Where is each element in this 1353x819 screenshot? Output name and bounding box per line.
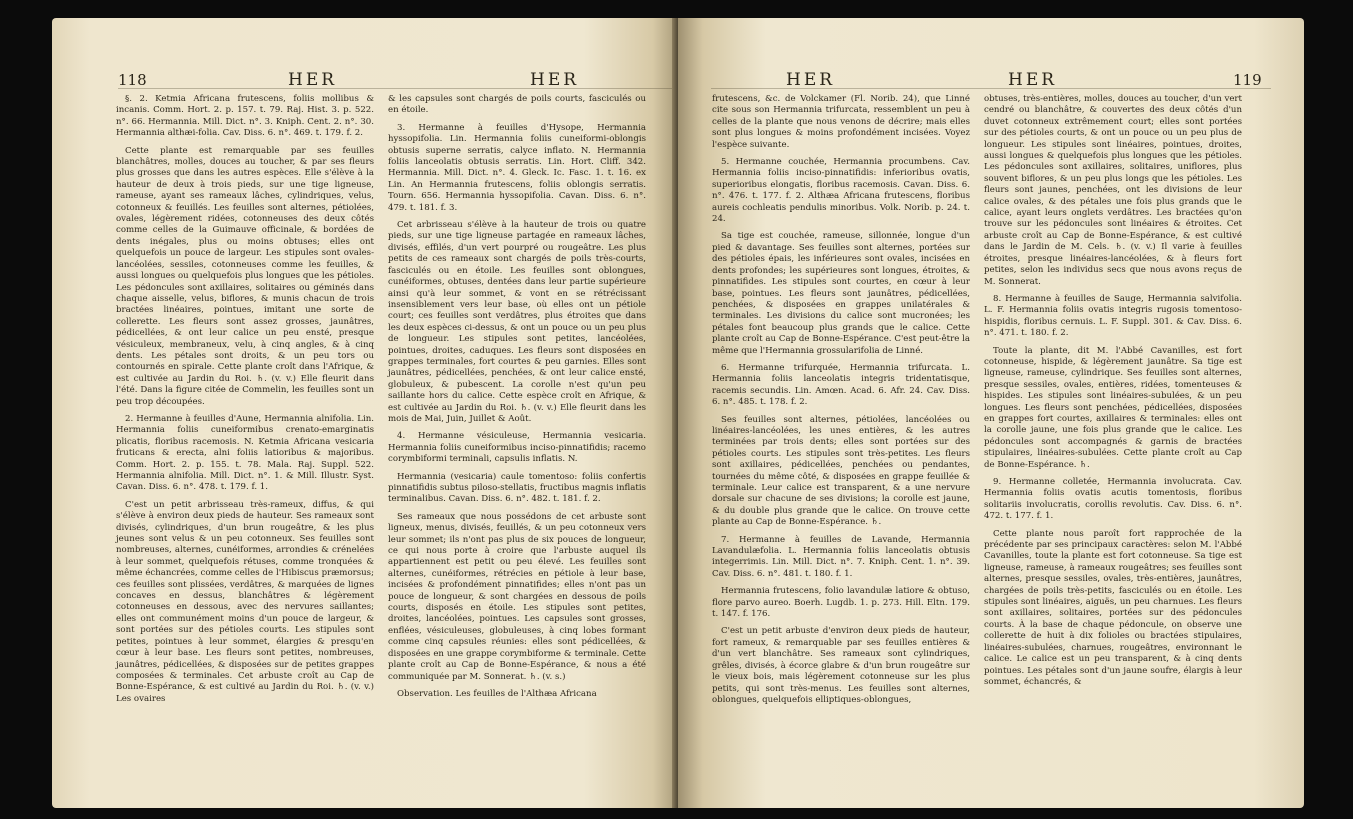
left-running-head-b: HER xyxy=(530,70,580,90)
right-header-rule xyxy=(711,88,1271,89)
paragraph: & les capsules sont chargés de poils courts, fasciculés ou en étoile. xyxy=(388,94,646,116)
paragraph: Ses feuilles sont alternes, pétiolées, lancéolées ou linéaires-lancéolées, les unes entières, & les autres terminées par trois dents; elles sont portées sur des pétioles courts. Les stipules sont très-petites. Les fleurs sont axillaires, pédicellées, penchées ou pendantes, tournées du même côté, & disposées en grappe feuillée & terminale. Leur calice est transparent, & a une nervure dorsale sur chacune de ses divisions; la corolle est jaune, & du double plus grande que le calice. On trouve cette plante au Cap de Bonne-Espérance. ♄. xyxy=(712,414,970,528)
paragraph: 5. Hermanne couchée, Hermannia procumbens. Cav. Hermannia foliis inciso-pinnatifidis: inferioribus ovatis, superioribus elongatis, floribus racemosis. Cavan. Diss. 6. n°. 476. t. 177. f. 2. Althæa Africana frutescens, floribus aureis cochleatis pendulis minoribus. Volk. Norib. p. 24. t. 24. xyxy=(712,157,970,225)
paragraph: C'est un petit arbuste d'environ deux pieds de hauteur, fort rameux, & remarquable par ses feuilles entières & d'un vert blanchâtre. Ses rameaux sont cylindriques, grêles, divisés, à écorce glabre & d'un brun rougeâtre sur le vieux bois, mais légèrement cotonneuse sur les plus petits, qui sont très-menus. Les feuilles sont alternes, oblongues, quelquefois elliptiques-oblongues, xyxy=(712,626,970,705)
paragraph: 6. Hermanne trifurquée, Hermannia trifurcata. L. Hermannia foliis lanceolatis integris tridentatisque, racemis secundis. Lin. Amœn. Acad. 6. Afr. 24. Cav. Diss. 6. n°. 485. t. 178. f. 2. xyxy=(712,362,970,408)
paragraph: §. 2. Ketmia Africana frutescens, foliis mollibus & incanis. Comm. Hort. 2. p. 157. t. 79. Raj. Hist. 3. p. 522. n°. 66. Hermannia. Mill. Dict. n°. 3. Kniph. Cent. 2. n°. 30. Hermannia althæi-folia. Cav. Diss. 6. n°. 469. t. 179. f. 2. xyxy=(116,94,374,139)
right-running-head-b: HER xyxy=(1008,70,1058,90)
paragraph: 3. Hermanne à feuilles d'Hysope, Hermannia hyssopifolia. Lin. Hermannia foliis cuneiformi-oblongis obtusis superne serratis, calyce inflato. N. Hermannia foliis lanceolatis obtusis serratis. Lin. Hort. Cliff. 342. Hermannia. Mill. Dict. n°. 4. Gleck. Ic. Fasc. 1. t. 16. ex Lin. An Hermannia frutescens, foliis oblongis serratis. Tourn. 656. Hermannia hyssopifolia. Cavan. Diss. 6. n°. 479. t. 181. f. 3. xyxy=(388,122,646,213)
paragraph: 7. Hermanne à feuilles de Lavande, Hermannia Lavandulæfolia. L. Hermannia foliis lanceolatis obtusis integerrimis. Lin. Mill. Dict. n°. 7. Kniph. Cent. 1. n°. 39. Cav. Diss. 6. n°. 481. t. 180. f. 1. xyxy=(712,534,970,579)
right-page xyxy=(678,18,1304,808)
paragraph: 8. Hermanne à feuilles de Sauge, Hermannia salvifolia. L. F. Hermannia foliis ovatis integris rugosis tomentoso-hispidis, floribus cernuis. L. F. Suppl. 301. & Cav. Diss. 6. n°. 471. t. 180. f. 2. xyxy=(984,293,1242,339)
right-running-head-a: HER xyxy=(786,70,836,90)
paragraph: Toute la plante, dit M. l'Abbé Cavanilles, est fort cotonneuse, hispide, & légèrement jaunâtre. Sa tige est ligneuse, rameuse, cylindrique. Ses feuilles sont alternes, presque sessiles, ovales, entières, ridées, tomenteuses & hispides. Les stipules sont linéaires-subulées, & un peu longues. Les fleurs sont penchées, pédicellées, disposées en grappes fort courtes, axillaires & terminales: elles ont la corolle jaune, une fois plus grande que le calice. Les pédoncules sont accompagnés & garnis de bractées stipulaires, linéaires-subulées. Cette plante croît au Cap de Bonne-Espérance. ♄. xyxy=(984,345,1242,470)
paragraph: Cette plante est remarquable par ses feuilles blanchâtres, molles, douces au toucher, & par ses fleurs plus grosses que dans les autres espèces. Elle s'élève à la hauteur de deux à trois pieds, sur une tige ligneuse, rameuse, ayant ses rameaux lâches, cylindriques, velus, cotonneux & feuillés. Les feuilles sont alternes, pétiolées, ovales, légèrement ridées, cotonneuses des deux côtés comme celles de la Guimauve officinale, & bordées de dents inégales, plus ou moins obtuses; elles ont quelquefois un pouce de largeur. Les stipules sont ovales-lancéolées, sessiles, cotonneuses comme les feuilles, & aussi longues ou quelquefois plus longues que les pétioles. Les pédoncules sont axillaires, solitaires ou géminés dans chaque aisselle, velus, biflores, & munis chacun de trois bractées linéaires, pointues, imitant une sorte de collerette. Les fleurs sont assez grosses, jaunâtres, pédicellées, & ont leur calice un peu ensté, presque vésiculeux, membraneux, velu, à cinq angles, & à cinq dents. Les pétales sont droits, & un peu tors ou contournés en spirale. Cette plante croît dans l'Afrique, & est cultivée au Jardin du Roi. ♄. (v. v.) Elle fleurit dans l'été. Dans la figure citée de Commelin, les feuilles sont un peu trop découpées. xyxy=(116,145,374,407)
right-column-2 xyxy=(984,94,1242,694)
paragraph: Observation. Les feuilles de l'Althæa Africana xyxy=(397,688,597,699)
paragraph: Cette plante nous paroît fort rapprochée de la précédente par ses principaux caractères: selon M. l'Abbé Cavanilles, toute la plante est fort cotonneuse. Sa tige est ligneuse, rameuse, à rameaux rougeâtres; ses feuilles sont alternes, presque sessiles, ovales, très-entières, jaunâtres, chargées de poils très-petits, fasciculés ou en étoile. Les stipules sont linéaires, aiguës, un peu charnues. Les fleurs sont axillaires, solitaires, portées sur des pédoncules courts. À la base de chaque pédoncule, on observe une collerette de huit à dix folioles ou bractées stipulaires, linéaires-subulées, charnues, rougeâtres, environnant le calice. Le calice est un peu transparent, & à cinq dents pointues. Les pétales sont d'un jaune soufre, élargis à leur sommet, échancrés, & xyxy=(984,528,1242,687)
paragraph: 9. Hermanne colletée, Hermannia involucrata. Cav. Hermannia foliis ovatis acutis tomentosis, floribus solitariis involucratis, corollis revolutis. Cav. Diss. 6. n°. 472. t. 177. f. 1. xyxy=(984,477,1242,522)
paragraph: Hermannia (vesicaria) caule tomentoso: foliis confertis pinnatifidis subtus piloso-stellatis, fructibus magnis inflatis terminalibus. Cavan. Diss. 6. n°. 482. t. 181. f. 2. xyxy=(388,471,646,505)
left-header-rule xyxy=(118,88,678,89)
left-running-head-a: HER xyxy=(288,70,338,90)
paragraph: 2. Hermanne à feuilles d'Aune, Hermannia alnifolia. Lin. Hermannia foliis cuneiformibus crenato-emarginatis plicatis, floribus racemosis. N. Ketmia Africana vesicaria fruticans & erecta, alni foliis latioribus & majoribus. Comm. Hort. 2. p. 155. t. 78. Mala. Raj. Suppl. 522. Hermannia alnifolia. Mill. Dict. n°. 1. & Mill. Illustr. Syst. Cavan. Diss. 6. n°. 478. t. 179. f. 1. xyxy=(116,413,374,493)
left-column-2 xyxy=(388,94,646,706)
paragraph: 4. Hermanne vésiculeuse, Hermannia vesicaria. Hermannia foliis cuneiformibus inciso-pinnatifidis; racemo corymbiformi terminali, capsulis inflatis. N. xyxy=(388,431,646,465)
left-column-1 xyxy=(116,94,374,711)
left-page-number: 118 xyxy=(118,71,147,89)
right-column-1 xyxy=(712,94,970,712)
right-page-number: 119 xyxy=(1233,71,1262,89)
left-page xyxy=(52,18,678,808)
paragraph: Ses rameaux que nous possédons de cet arbuste sont ligneux, menus, divisés, feuillés, & un peu cotonneux vers leur sommet; ils n'ont pas plus de six pouces de longueur, ce qui nous porte à croire que l'arbuste auquel ils appartiennent est petit ou peu élevé. Les feuilles sont alternes, cunéiformes, rétrécies en pétiole à leur base, incisées & profondément pinnatifides; elles n'ont pas un pouce de longueur, & sont chargées en dessous de poils courts, disposés en étoile. Les stipules sont petites, droites, lancéolées, pointues. Les capsules sont grosses, enflées, vésiculeuses, globuleuses, à cinq lobes formant comme cinq capsules réunies: elles sont pédicellées, & disposées en une grappe corymbiforme & terminale. Cette plante croît au Cap de Bonne-Espérance, & nous a été communiquée par M. Sonnerat. ♄. (v. s.) xyxy=(388,511,646,682)
paragraph: Sa tige est couchée, rameuse, sillonnée, longue d'un pied & davantage. Ses feuilles sont alternes, portées sur des pétioles épais, les inférieures sont ovales, incisées en dents profondes; les supérieures sont longues, étroites, & pinnatifides. Les stipules sont courtes, en cœur à leur base, pointues. Les fleurs sont jaunâtres, pédicellées, penchées, & disposées en grappes unilatérales & terminales. Les divisions du calice sont mucronées; les pétales font beaucoup plus grands que le calice. Cette plante croît au Cap de Bonne-Espérance. C'est peut-être la même que l'Hermannia grossularifolia de Linné. xyxy=(712,231,970,356)
paragraph: obtuses, très-entières, molles, douces au toucher, d'un vert cendré ou blanchâtre, & couvertes des deux côtés d'un duvet cotonneux extrêmement court; elles sont portées sur des pétioles courts, & ont un pouce ou un peu plus de longueur. Les stipules sont linéaires, pointues, droites, aussi longues & quelquefois plus longues que les pétioles. Les pédoncules sont axillaires, solitaires, uniflores, plus souvent biflores, & un peu plus longs que les pétioles. Les fleurs sont jaunes, penchées, ont les divisions de leur calice ovales, & des pétales une fois plus grands que le calice, ayant leurs onglets verdâtres. Les bractées qu'on trouve sur les pédoncules sont linéaires & étroites. Cet arbuste croît au Cap de Bonne-Espérance, & est cultivé dans le Jardin de M. Cels. ♄. (v. v.) Il varie à feuilles étroites, presque linéaires-lancéolées, & à fleurs fort petites, selon les individus secs que nous avons reçus de M. Sonnerat. xyxy=(984,94,1242,287)
paragraph: C'est un petit arbrisseau très-rameux, diffus, & qui s'élève à environ deux pieds de hauteur. Ses rameaux sont divisés, cylindriques, d'un brun rougeâtre, & les plus jeunes sont velus & un peu cotonneux. Ses feuilles sont nombreuses, alternes, cunéiformes, arrondies & crénelées à leur sommet, quelquefois rétuses, comme tronquées & même échancrées, comme celles de l'Hibiscus præmorsus; ces feuilles sont plissées, verdâtres, & marquées de lignes concaves en dessus, blanchâtres & légèrement cotonneuses en dessous, avec des nervures saillantes; elles ont communément moins d'un pouce de largeur, & sont portées sur des pétioles courts. Les stipules sont petites, pointues à leur sommet, élargies & presqu'en cœur à leur base. Les fleurs sont petites, nombreuses, jaunâtres, pédicellées, & disposées sur de petites grappes composées & terminales. Cet arbuste croît au Cap de Bonne-Espérance, & est cultivé au Jardin du Roi. ♄. (v. v.) Les ovaires xyxy=(116,499,374,704)
paragraph: Hermannia frutescens, folio lavandulæ latiore & obtuso, flore parvo aureo. Boerh. Lugdb. 1. p. 273. Hill. Eltn. 179. t. 147. f. 176. xyxy=(712,586,970,620)
paragraph: Cet arbrisseau s'élève à la hauteur de trois ou quatre pieds, sur une tige ligneuse partagée en rameaux lâches, divisés, effilés, d'un vert pourpré ou rougeâtre. Les plus petits de ces rameaux sont chargés de poils très-courts, fasciculés ou en étoile. Les feuilles sont oblongues, cunéiformes, obtuses, dentées dans leur partie supérieure ainsi qu'à leur sommet, & vont en se rétrécissant insensiblement vers leur base, où elles ont un pétiole court; ces feuilles sont verdâtres, plus étroites que dans les deux espèces ci-dessus, & ont un pouce ou un peu plus de longueur. Les stipules sont petites, lancéolées, pointues, droites, caduques. Les fleurs sont disposées en grappes terminales, fort courtes & peu garnies. Elles sont jaunâtres, pédicellées, penchées, & ont leur calice ensté, globuleux, & pubescent. La corolle n'est qu'un peu saillante hors du calice. Cette espèce croît en Afrique, & est cultivée au Jardin du Roi. ♄. (v. v.) Elle fleurit dans les mois de Mai, Juin, Juillet & Août. xyxy=(388,220,646,424)
paragraph: frutescens, &c. de Volckamer (Fl. Norib. 24), que Linné cite sous son Hermannia trifurcata, ressemblent un peu à celles de la plante que nous venons de décrire; mais elles sont plus longues & moins profondément incisées. Voyez l'espèce suivante. xyxy=(712,94,970,150)
